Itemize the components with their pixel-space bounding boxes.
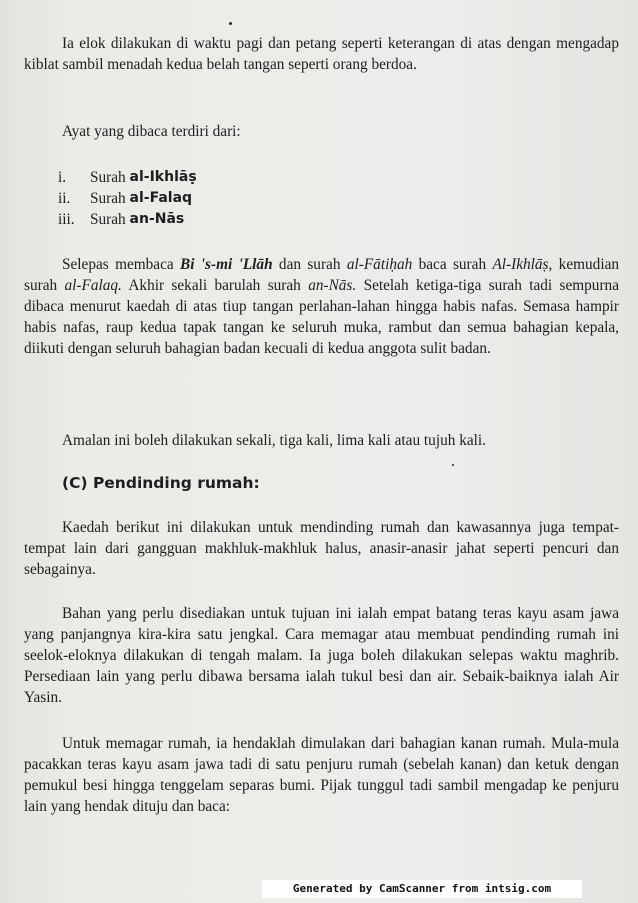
paragraph-7-text: Untuk memagar rumah, ia hendaklah dimulakan dari bahagian kanan rumah. Mula-mula pacakkan teras kayu asam jawa tadi di satu penjuru rumah (sebelah kanan) dan ketuk dengan pemukul besi hingga tenggelam separas bumi. Pijak tunggul tadi sambil mengadap ke penjuru lain yang hendak dituju dan baca: <box>24 735 619 815</box>
list-item <box>58 188 197 209</box>
paragraph-4-text: Amalan ini boleh dilakukan sekali, tiga kali, lima kali atau tujuh kali. <box>62 432 486 449</box>
section-heading: (C) Pendinding rumah: <box>62 474 260 492</box>
paragraph-7 <box>24 733 619 817</box>
paragraph-1-text: Ia elok dilakukan di waktu pagi dan petang seperti keterangan di atas dengan mengadap kiblat sambil menadah kedua belah tangan seperti orang berdoa. <box>24 35 619 73</box>
list-text: Surah <box>90 169 126 186</box>
text-run: kemudian surah <box>24 256 620 294</box>
paragraph-2-text: Ayat yang dibaca terdiri dari: <box>62 123 241 140</box>
italic-term: Al-Ikhlāṣ, <box>492 256 553 273</box>
list-text: Surah <box>90 211 126 228</box>
italic-term: an-Nās. <box>308 277 357 294</box>
scanner-footer: Generated by CamScanner from intsig.com <box>262 880 582 898</box>
paragraph-3-text <box>24 254 619 359</box>
list-item <box>58 209 197 230</box>
paragraph-6 <box>24 603 619 708</box>
italic-term: al-Falaq. <box>64 277 122 294</box>
paragraph-3 <box>24 254 619 359</box>
text-run: dan surah <box>272 256 347 273</box>
list-bold: al-Ikhlāṣ <box>129 169 197 185</box>
list-number: iii. <box>58 211 75 228</box>
list-bold: al-Falaq <box>129 190 193 206</box>
ink-speck <box>452 464 454 466</box>
text-run: baca surah <box>412 256 493 273</box>
paragraph-4 <box>24 430 619 451</box>
list-bold: an-Nās <box>129 211 185 227</box>
text-run: Selepas membaca <box>62 256 181 273</box>
list-text: Surah <box>90 190 126 207</box>
text-run: Setelah ketiga-tiga surah tadi sempurna dibaca menurut kaedah di atas tiup tangan perlahan-lahan hingga habis nafas. Semasa hampir habis nafas, raup kedua tapak tangan ke seluruh muka, rambut dan semua bahagian kepala, diikuti dengan seluruh bahagian badan kecuali di kedua anggota sulit badan. <box>24 277 619 357</box>
list-number: ii. <box>58 190 71 207</box>
italic-term: al-Fātiḥah <box>346 256 413 273</box>
italic-term: Bi 's-mi 'Llāh <box>180 256 273 273</box>
paragraph-6-text: Bahan yang perlu disediakan untuk tujuan ini ialah empat batang teras kayu asam jawa yang panjangnya kira-kira satu jengkal. Cara memagar atau membuat pendinding rumah ini seelok-eloknya dilakukan di tengah malam. Ia juga boleh dilakukan selepas waktu maghrib. Persediaan lain yang perlu dibawa bersama ialah tukul besi dan air. Sebaik-baiknya ialah Air Yasin. <box>24 605 619 706</box>
ink-speck <box>229 22 232 25</box>
paragraph-5 <box>24 517 619 580</box>
surah-list <box>58 167 197 230</box>
list-number: i. <box>58 169 67 186</box>
paragraph-2 <box>24 121 619 142</box>
list-item <box>58 167 197 188</box>
paragraph-5-text: Kaedah berikut ini dilakukan untuk mendinding rumah dan kawasannya juga tempat-tempat lain dari gangguan makhluk-makhluk halus, anasir-anasir jahat seperti pencuri dan sebagainya. <box>24 519 619 578</box>
text-run: Akhir sekali barulah surah <box>121 277 309 294</box>
paragraph-1 <box>24 33 619 75</box>
